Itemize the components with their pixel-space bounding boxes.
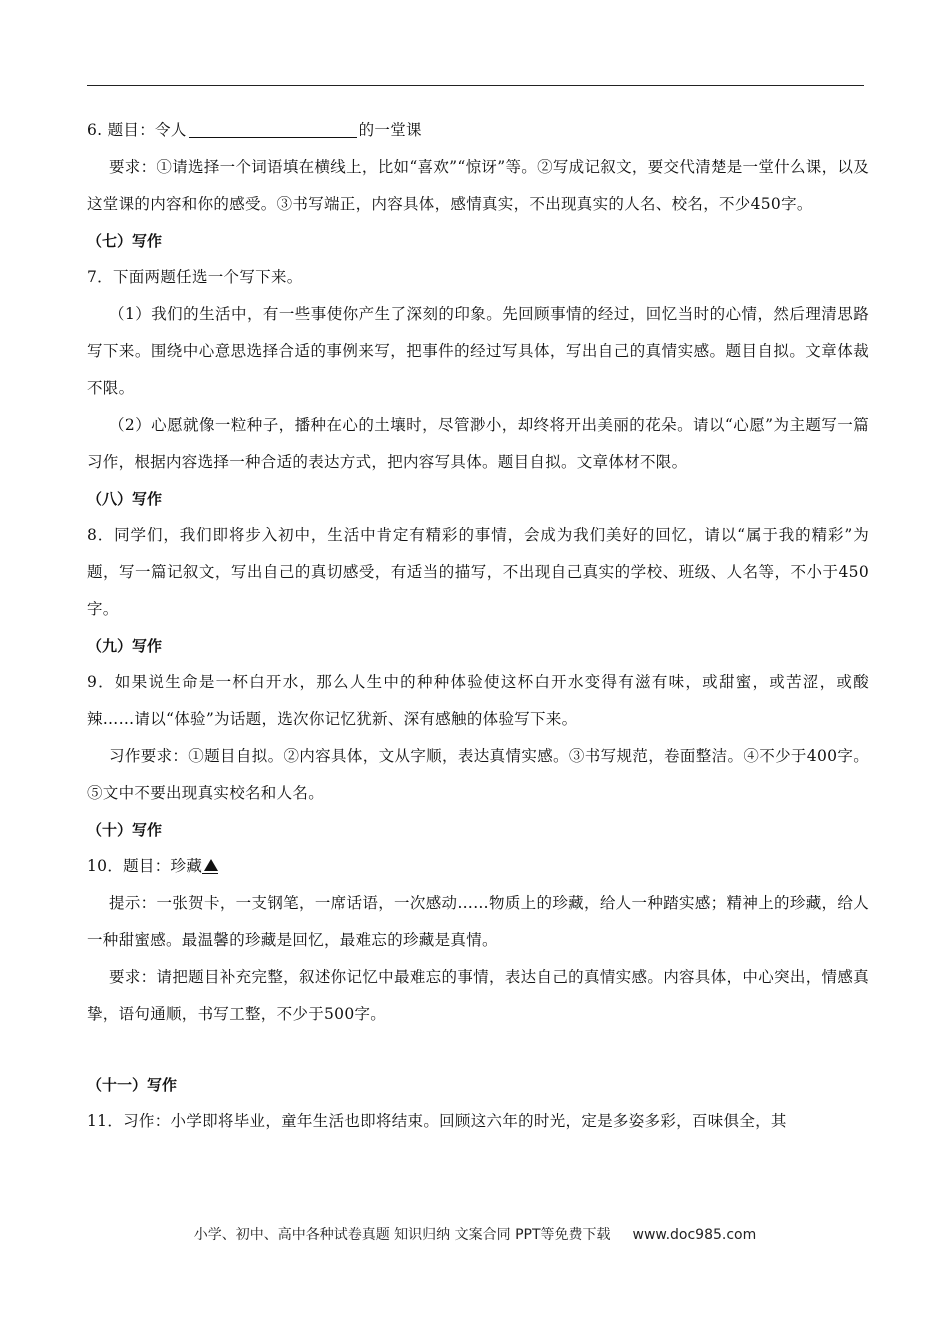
q6-requirements: 要求：①请选择一个词语填在横线上，比如“喜欢”“惊讶”等。②写成记叙文，要交代清楚是一堂什么课，以及这堂课的内容和你的感受。③书写端正，内容具体，感情真实，不出现真实的人名、校名，不少450字。 [87, 158, 869, 213]
q10-requirements: 要求：请把题目补充完整，叙述你记忆中最难忘的事情，表达自己的真情实感。内容具体，中心突出，情感真挚，语句通顺，书写工整，不少于500字。 [87, 968, 869, 1023]
spacer [87, 1033, 869, 1067]
section-heading-11: （十一）写作 [87, 1076, 178, 1094]
footer-url: www.doc985.com [632, 1227, 757, 1243]
q10-blank-marker [202, 859, 218, 874]
q7-option-2: （2）心愿就像一粒种子，播种在心的土壤时，尽管渺小，却终将开出美丽的花朵。请以“心愿”为主题写一篇习作，根据内容选择一种合适的表达方式，把内容写具体。题目自拟。文章体材不限。 [87, 416, 869, 471]
q10-hint: 提示：一张贺卡，一支钢笔，一席话语，一次感动……物质上的珍藏，给人一种踏实感；精神上的珍藏，给人一种甜蜜感。最温馨的珍藏是回忆，最难忘的珍藏是真情。 [87, 894, 869, 949]
section-heading-7: （七）写作 [87, 232, 163, 250]
q9-stem: 9．如果说生命是一杯白开水，那么人生中的种种体验使这杯白开水变得有滋有味，或甜蜜，或苦涩，或酸辣……请以“体验”为话题，选次你记忆犹新、深有感触的体验写下来。 [87, 673, 869, 728]
footer-text: 小学、初中、高中各种试卷真题 知识归纳 文案合同 PPT等免费下载 [193, 1227, 611, 1243]
header-rule [87, 85, 864, 86]
q6-title-prefix: 6. 题目：令人 [87, 121, 187, 139]
q9-requirements: 习作要求：①题目自拟。②内容具体，文从字顺，表达真情实感。③书写规范，卷面整洁。④不少于400字。⑤文中不要出现真实校名和人名。 [87, 747, 869, 802]
q8-text: 8．同学们，我们即将步入初中，生活中肯定有精彩的事情，会成为我们美好的回忆，请以“属于我的精彩”为题，写一篇记叙文，写出自己的真切感受，有适当的描写，不出现自己真实的学校、班级、人名等，不小于450字。 [87, 526, 869, 618]
page-footer [0, 1224, 950, 1244]
q10-title-text: 10．题目：珍藏 [87, 857, 203, 875]
q10-title [87, 848, 869, 885]
document-body [87, 112, 869, 1140]
triangle-icon [204, 859, 218, 871]
q6-title-suffix: 的一堂课 [358, 121, 422, 139]
q7-stem: 7．下面两题任选一个写下来。 [87, 268, 303, 286]
q7-option-1: （1）我们的生活中，有一些事使你产生了深刻的印象。先回顾事情的经过，回忆当时的心情，然后理清思路写下来。围绕中心意思选择合适的事例来写，把事件的经过写具体，写出自己的真情实感。题目自拟。文章体裁不限。 [87, 305, 869, 397]
q6-title [87, 112, 869, 149]
q11-text: 11．习作：小学即将毕业，童年生活也即将结束。回顾这六年的时光，定是多姿多彩，百味俱全，其 [87, 1112, 787, 1130]
section-heading-8: （八）写作 [87, 490, 163, 508]
section-heading-9: （九）写作 [87, 637, 163, 655]
q6-fill-blank [189, 119, 357, 138]
section-heading-10: （十）写作 [87, 821, 163, 839]
